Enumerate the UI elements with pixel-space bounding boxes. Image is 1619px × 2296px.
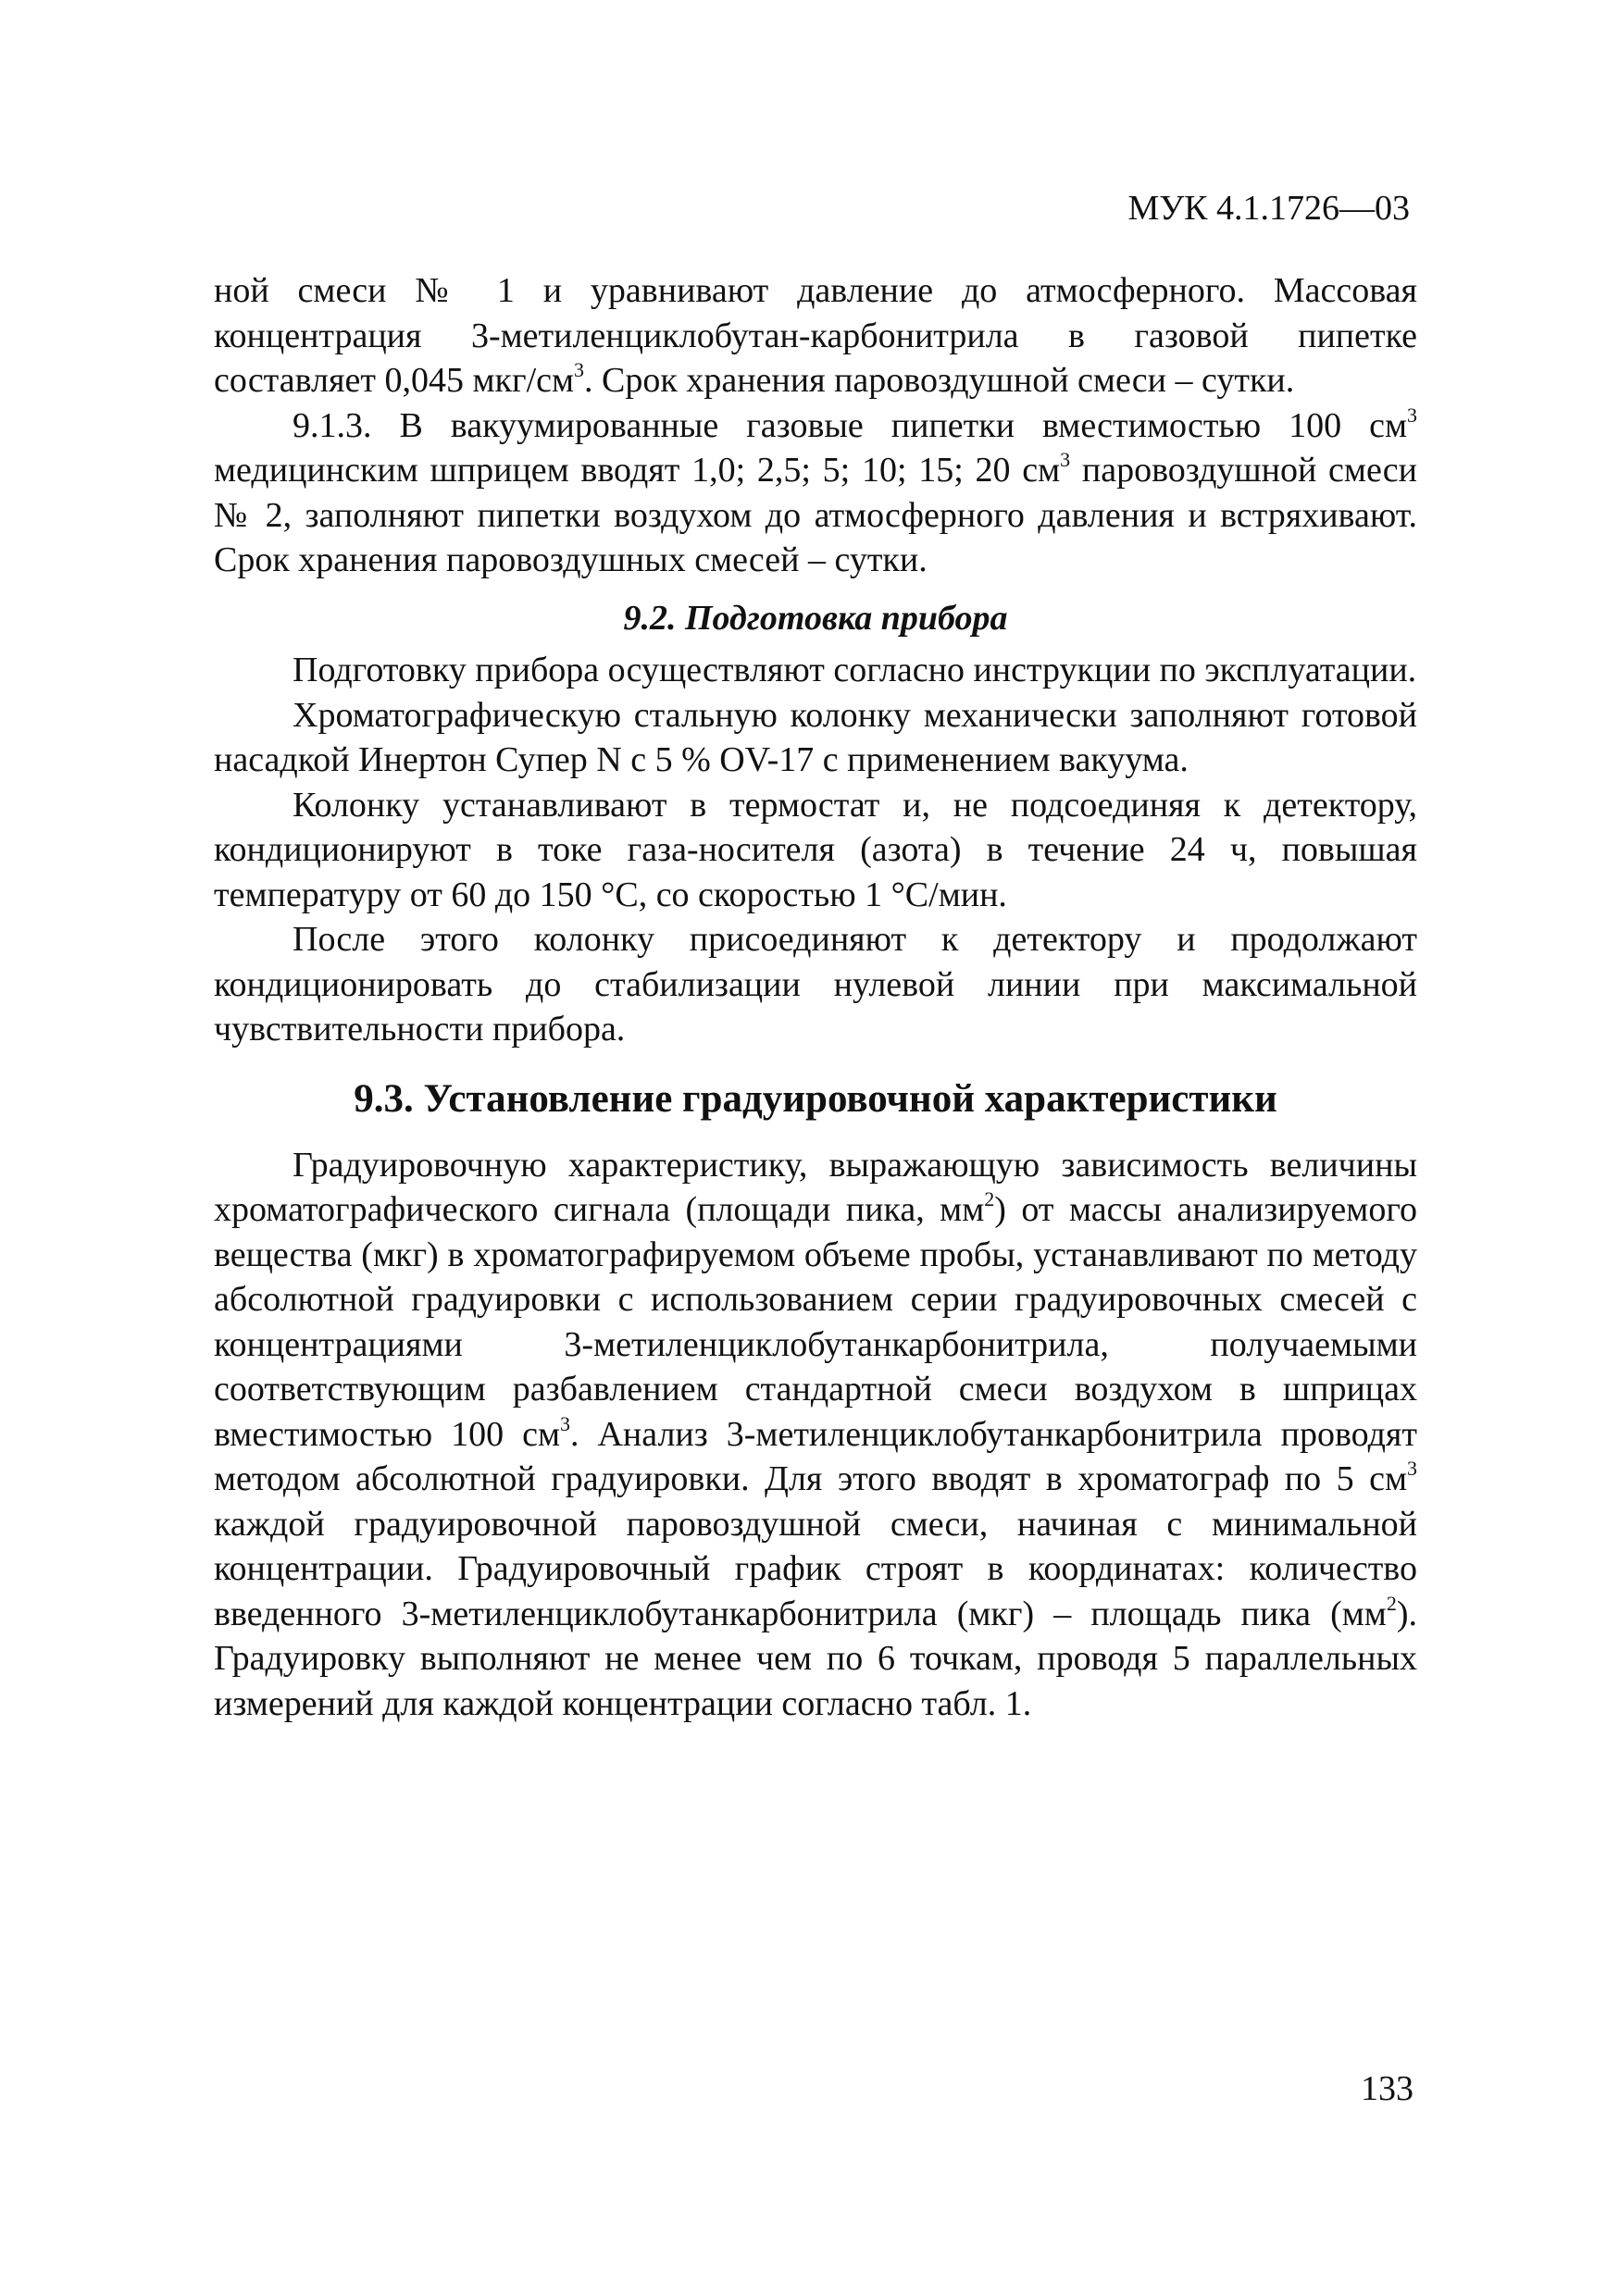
paragraph-mixture-1: ной смеси № 1 и уравнивают давление до атмосферного. Массовая концентрация 3-метиленциклобутан-карбонитрила в газовой пипетке составляет 0,045 мкг/$см^3$. Срок хранения паровоздушной смеси – сутки. [214, 271, 1417, 400]
paragraph-9-1-3: 9.1.3. В вакуумированные газовые пипетки вместимостью 100 $см^3$ медицинским шприцем вводят 1,0; 2,5; 5; 10; 15; 20 $см^3$ паровоздушной смеси № 2, заполняют пипетки воздухом до атмосферного давления и встряхивают. Срок хранения паровоздушных смесей – сутки. [214, 403, 1417, 579]
heading-9-2: 9.2. Подготовка прибора [623, 598, 1008, 638]
paragraph-detector-connect: После этого колонку присоединяют к детектору и продолжают кондиционировать до стабилизации нулевой линии при максимальной чувствительности прибора. [214, 920, 1417, 1049]
paragraph-column-fill: Хроматографическую стальную колонку механически заполняют готовой насадкой Инертон Супер N с 5 % OV-17 с применением вакуума. [214, 695, 1417, 779]
page-number: 133 [1361, 2069, 1414, 2108]
paragraph-device-prep: Подготовку прибора осуществляют согласно инструкции по эксплуатации. [293, 651, 1417, 689]
page-body [214, 268, 1417, 1726]
document-code-header: МУК 4.1.1726—03 [1127, 189, 1410, 228]
paragraph-column-conditioning: Колонку устанавливают в термостат и, не подсоединяя к детектору, кондиционируют в токе газа-носителя (азота) в течение 24 ч, повышая температуру от 60 до 150 °С, со скоростью 1 °С/мин. [214, 785, 1417, 914]
paragraph-calibration: Градуировочную характеристику, выражающую зависимость величины хроматографического сигнала (площади пика, $мм^2$) от массы анализируемого вещества (мкг) в хроматографируемом объеме пробы, устанавливают по методу абсолютной градуировки с использованием серии градуировочных смесей с концентрациями 3-метиленциклобутанкарбонитрила, получаемыми соответствующим разбавлением стандартной смеси воздухом в шприцах вместимостью 100 $см^3$. Анализ 3-метиленциклобутанкарбонитрила проводят методом абсолютной градуировки. Для этого вводят в хроматограф по 5 $см^3$ каждой градуировочной паровоздушной смеси, начиная с минимальной концентрации. Градуировочный график строят в координатах: количество введенного 3-метиленциклобутанкарбонитрила (мкг) – площадь пика $(мм^2)$. Градуировку выполняют не менее чем по 6 точкам, проводя 5 параллельных измерений для каждой концентрации согласно табл. 1. [214, 1145, 1417, 1723]
heading-9-3: 9.3. Установление градуировочной характеристики [354, 1076, 1277, 1121]
